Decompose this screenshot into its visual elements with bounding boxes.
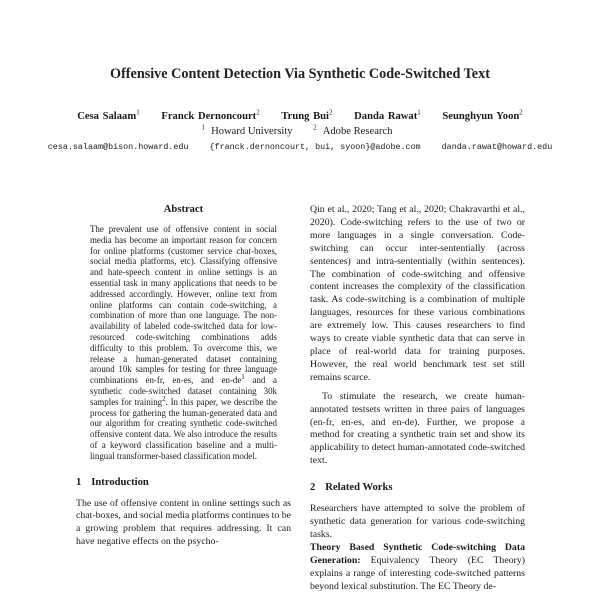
affiliation-number: 1	[201, 123, 206, 132]
abstract-text-part: The prevalent use of offensive content in social media has become an important reason for concern for online platforms (customer service chat-boxes, social media platforms, etc). Classifying offensive and hate-speech content in online settings is an essential task in many applications that needs to be addressed accordingly. However, online text from online platforms can contain code-switching, a combination of more than one language. The non-availability of labeled code-switched data for low-resourced code-switching combinations adds difficulty to this problem. To overcome this, we release a human-generated dataset containing around 10k samples for testing for three language combinations en-fr, en-es, and en-de	[90, 224, 277, 386]
abstract-text-part: . In this paper, we describe the process for gathering the human-generated data and our algorithm for creating synthetic code-switched offensive content data. We also introduce the results of a keyword classification baseline and a multi-lingual transformer-based classification model.	[90, 396, 277, 461]
author-name: Cesa Salaam	[77, 111, 137, 122]
author-affiliation-mark: 2	[519, 108, 523, 117]
author-name: Danda Rawat	[354, 111, 418, 122]
section-number: 2	[310, 482, 316, 494]
section-heading-introduction	[76, 477, 291, 488]
author	[281, 108, 333, 122]
author-affiliation-mark: 1	[417, 108, 421, 117]
author	[77, 108, 140, 122]
author-affiliation-mark: 2	[328, 108, 333, 117]
author	[161, 108, 260, 122]
email-list	[0, 142, 600, 152]
section-heading-related-works	[310, 482, 525, 493]
abstract-text-part: and a synthetic code-switched dataset containing 30k samples for training	[90, 375, 277, 407]
author	[354, 108, 421, 122]
affiliation	[201, 123, 299, 137]
affiliation-name: Adobe Research	[322, 126, 393, 137]
affiliation-list	[0, 123, 600, 137]
author-name: Franck Dernoncourt	[161, 111, 257, 122]
email-address: cesa.salaam@bison.howard.edu	[47, 142, 189, 152]
footnote-mark: 2	[162, 394, 166, 403]
abstract-heading: Abstract	[163, 204, 204, 215]
intro-paragraph: To stimulate the research, we create human-annotated testsets written in three pairs of languages (en-fr, en-es, and en-de). Further, we propose a method for creating a synthetic train set and show its applicability to detect human-annotated code-switched text.	[310, 390, 525, 467]
paper-title: Offensive Content Detection Via Synthetic Code-Switched Text	[110, 66, 490, 82]
related-works-paragraph	[310, 542, 525, 594]
footnote-mark: 1	[241, 373, 245, 382]
affiliation	[313, 123, 398, 137]
section-title: Related Works	[325, 482, 393, 494]
paragraph-text: Equivalency Theory (EC Theory) explains a range of interesting code-switched patterns beyond lexical substitution. The EC Theory de-	[310, 554, 525, 592]
author	[442, 108, 523, 122]
author-list	[0, 108, 600, 122]
email-address: danda.rawat@howard.edu	[441, 142, 553, 152]
affiliation-number: 2	[313, 123, 317, 132]
author-name: Seunghyun Yoon	[442, 111, 520, 122]
abstract-text	[90, 224, 277, 462]
affiliation-name: Howard University	[211, 126, 293, 137]
author-affiliation-mark: 1	[136, 108, 140, 117]
section-number: 1	[76, 476, 82, 488]
email-address: {franck.dernoncourt, bui, syoon}@adobe.com	[209, 142, 421, 152]
author-affiliation-mark: 2	[256, 108, 260, 117]
related-works-text: Researchers have attempted to solve the problem of synthetic data generation for various code-switching tasks.	[310, 503, 525, 540]
right-column	[310, 204, 525, 593]
section-title: Introduction	[91, 476, 149, 488]
introduction-text: The use of offensive content in online settings such as chat-boxes, and social media platforms continues to be a growing problem that requires addressing. It can have negative effects on the psycho-	[76, 497, 291, 548]
intro-continuation-text: Qin et al., 2020; Tang et al., 2020; Chakravarthi et al., 2020). Code-switching refers to the use of two or more languages in a single conversation. Code-switching can occur inter-sententially (across sentences) and intra-sententially (within sentences). The combination of code-switching and offensive content increases the complexity of the classification task. As code-switching is a combination of multiple languages, resources for these various combinations are extremely low. This causes researchers to find ways to create viable synthetic data that can serve in place of real-world data for training purposes. However, the real world benchmark test set still remains scarce.	[310, 204, 525, 383]
left-column	[76, 204, 291, 549]
author-name: Trung Bui	[281, 111, 329, 122]
paragraph-subheading: Theory Based Synthetic Code-switching Data Generation:	[310, 541, 525, 566]
